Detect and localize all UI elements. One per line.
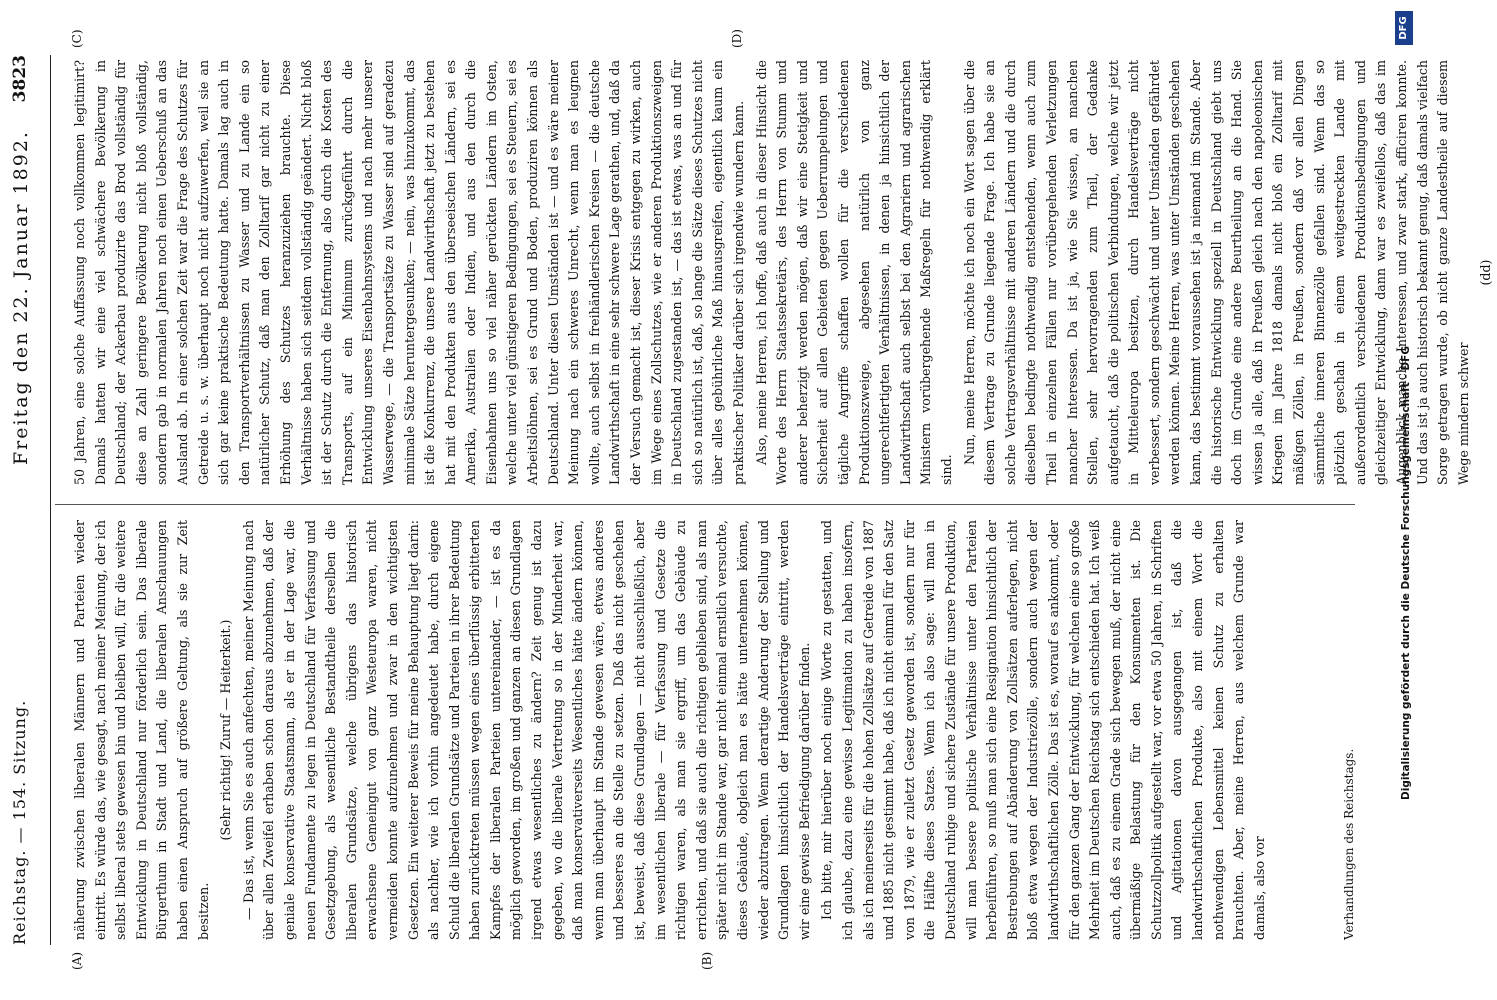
session-title: Reichstag. — 154. Sitzung. (10, 699, 29, 945)
dfg-logo: DFG (1395, 11, 1413, 45)
page-number: 3823 (10, 55, 30, 103)
session-date: Freitag den 22. Januar 1892. (10, 130, 32, 465)
left-column (70, 520, 1350, 940)
catchword: (dd) (1478, 259, 1494, 286)
margin-mark-c: (C) (70, 29, 84, 48)
paragraph: Ich bitte, mir hierüber noch einige Worte zu gestatten, und ich glaube, dazu eine gewisse Legitimation zu haben insofern, als ich meinerseits für die hohen Zollsätze auf Getreide von 1887 und 1885 nicht gestimmt habe, daß ich nicht einmal für den Satz von 1879, wie er zuletzt Gesetz geworden ist, sondern nur für die Hälfte dieses Satzes. Wenn ich also sage: will man in Deutschland ruhige und sichere Zustände für unsere Produktion, will man bessere politische Verhältnisse unter den Parteien herbeiführen, so muß man sich eine Resignation hinsichtlich der Bestrebungen auf Abänderung von Zollsätzen auferlegen, nicht bloß etwa wegen der Industriezölle, sondern auch wegen der landwirthschaftlichen Zölle. Das ist es, worauf es ankommt, oder für den ganzen Gang der Entwicklung, für welchen eine so große Mehrheit im Deutschen Reichstag sich entschieden hat. Ich weiß auch, daß es zu einem Grade sich bewegen muß, der nicht eine übermäßige Belastung für den Konsumenten ist. Die Schutzzollpolitik aufgestellt war, vor etwa 50 Jahren, in Schriften und Agitationen davon ausgegangen ist, daß die landwirthschaftlichen Produkte, also mit einem Wort die nothwendigen Lebensmittel keinen Schutz zu erhalten brauchten. Aber, meine Herren, aus welchem Grunde war damals, also vor (819, 520, 1267, 940)
paragraph: 50 Jahren, eine solche Auffassung noch vollkommen legitimirt? Damals hatten wir eine viel schwächere Bevölkerung in Deutschland; der Ackerbau produzirte das Brod vollständig für diese an Zahl geringere Bevölkerung nicht bloß vollständig, sondern gab in normalen Jahren noch einen Ueberschuß an das Ausland ab. In einer solchen Zeit war die Frage des Schutzes für Getreide u. s. w. überhaupt noch nicht aufzuwerfen, weil sie an sich gar keine praktische Bedeutung hatte. Damals lag auch in den Transportverhältnissen zu Wasser und zu Lande ein so natürlicher Schutz, daß man den Zolltarif gar nicht zu einer Erhöhung des Schutzes heranzuziehen brauchte. Diese Verhältnisse haben sich seitdem vollständig geändert. Nicht bloß ist der Schutz durch die Entfernung, also durch die Kosten des Transports, auf ein Minimum zurückgeführt durch die Entwicklung unseres Eisenbahnsystems und nach mehr unserer Wasserwege, — die Transportsätze zu Wasser sind auf geradezu minimale Sätze heruntergesunken; — nein, was hinzukommt, das ist die Konkurrenz, die unsere Landwirthschaft jetzt zu bestehen hat mit den Produkten aus den überseeischen Ländern, sei es Amerika, Australien oder Indien, und aus den durch die Eisenbahnen uns so viel näher gerückten Ländern im Osten, welche unter viel günstigeren Bedingungen, sei es Steuern, sei es Arbeitslöhnen, sei es Grund und Boden, produziren können als Deutschland. Unter diesen Umständen ist — und es wäre meiner Meinung nach ein schweres Unrecht, wenn man es leugnen wollte, auch selbst in freihändlerischen Kreisen — die deutsche Landwirthschaft in eine sehr schwere Lage gerathen, und, daß da der Versuch gemacht ist, dieser Krisis entgegen zu wirken, auch im Wege eines Zollschutzes, wie er anderen Produktionszweigen in Deutschland zugestanden ist, — das ist etwas, was an und für sich so natürlich ist, daß, so lange die Sätze dieses Schutzes nicht über alles gebührliche Maß hinausgreifen, eigentlich kaum ein praktischer Politiker darüber sich irgendwie wundern kann. (72, 60, 746, 485)
margin-mark-d: (D) (730, 29, 744, 48)
header-rule (50, 55, 51, 945)
page-header (10, 55, 44, 945)
paragraph: näherung zwischen liberalen Männern und Parteien wieder eintritt. Es würde das, wie gesagt, nach meiner Meinung, der ich selbst liberal stets gewesen bin und bleiben will, für die weitere Entwicklung in Deutschland nur förderlich sein. Das liberale Bürgerthum in Stadt und Land, die liberalen Anschauungen haben einen Anspruch auf größere Geltung, als sie zur Zeit besitzen. (72, 520, 211, 940)
paragraph: Nun, meine Herren, möchte ich noch ein Wort sagen über die diesem Vertrage zu Grunde liegende Frage. Ich habe sie an solche Vertragsverhältnisse mit anderen Ländern und die durch dieselben bedingte nothwendig entstehenden, wenn auch zum Theil in einzelnen Fällen nur vorübergehenden Verletzungen mancher Interessen. Da ist ja, wie Sie wissen, an manchen Stellen, sehr hervorragenden zum Theil, der Gedanke aufgetaucht, daß die politischen Verbindungen, welche wir jetzt in Mitteleuropa besitzen, durch Handelsverträge nicht verbessert, sondern geschwächt und unter Umständen gefährdet werden können. Meine Herren, was unter Umständen geschehen kann, das bestimmt voraussehen ist ja niemand im Stande. Aber die historische Entwicklung speziell in Deutschland giebt uns doch im Grunde eine andere Beurtheilung an die Hand. Sie wissen ja alle, daß in Preußen gleich nach den napoleonischen Kriegen im Jahre 1818 damals nicht bloß ein Zolltarif mit mäßigen Zöllen, in Preußen, sondern daß vor allen Dingen sämmtliche inneren Binnenzölle gefallen sind. Wenn das so plötzlich geschah in einem weitgestreckten Lande mit außerordentlich verschiedenen Produktionsbedingungen und gleichzeitiger Entwicklung, dann war es zweifellos, daß das im Augenblick manche Interessen, und zwar stark, afficiren konnte. Und das ist ja auch historisch bekannt genug, daß damals vielfach Sorge getragen wurde, ob nicht ganze Landestheile auf diesem Wege mindern schwer (961, 60, 1471, 485)
interjection: (Sehr richtig! Zuruf — Heiterkeit.) (218, 619, 234, 841)
digitization-note: Digitalisierung gefördert durch die Deutsche Forschungsgemeinschaft - DFG (1400, 346, 1412, 800)
paragraph: Also, meine Herren, ich hoffe, daß auch in dieser Hinsicht die Worte des Herrn Staatssekretärs, des Herrn von Stumm und anderer beherzigt werden mögen, daß wir eine Stetigkeit und Sicherheit auf allen Gebieten gegen Ueberrumpelungen und tägliche Angriffe schaffen wollen für die verschiedenen Produktionszweige, abgesehen natürlich von ganz ungerechtfertigten Verhältnissen, in denen ja hinsichtlich der Landwirthschaft auch selbst bei den Agrariern und agrarischen Ministern vorübergehende Maßregeln für nothwendig erklärt sind. (753, 60, 954, 485)
paragraph: — Das ist, wenn Sie es auch anfechten, meiner Meinung nach über allen Zweifel erhaben schon daraus abzunehmen, daß der geniale konservative Staatsmann, als er in der Lage war, die neuen Fundamente zu legen in Deutschland für Verfassung und Gesetzgebung, als wesentliche Bestandtheile derselben die liberalen Grundsätze, welche übrigens das historisch erwachsene Gemeingut von ganz Westeuropa waren, nicht vermeiden konnte aufzunehmen und zwar in den wichtigsten Gesetzen. Ein weiterer Beweis für meine Behauptung liegt darin: als nachher, wie ich vorhin angedeutet habe, durch eigene Schuld die liberalen Grundsätze und Parteien in ihrer Bedeutung haben zurücktreten müssen wegen eines überflüssig erbitterten Kampfes der liberalen Parteien untereinander, — ist es da möglich geworden, im großen und ganzen an diesen Grundlagen irgend etwas wesentliches zu ändern? Zeit genug ist dazu gegeben, wo die liberale Vertretung so in der Minderheit war, daß man konservativerseits Wesentliches hätte ändern können, wenn man überhaupt im Stande gewesen wäre, etwas anderes und besseres an die Stelle zu setzen. Daß das nicht geschehen ist, beweist, daß diese Grundlagen — nicht ausschließlich, aber im wesentlichen liberale — für Verfassung und Gesetze die richtigen waren, als man sie ergriff, um das Gebäude zu errichten, und daß sie auch die richtigen geblieben sind, als man später nicht im Stande war, gar nicht einmal ernstlich versuchte, dieses Gebäude, obgleich man es hätte unternehmen können, wieder abzutragen. Wenn derartige Anderung der Stellung und Grundlagen hinsichtlich der Handelsverträge eintritt, werden wir eine gewisse Befriedigung darüber finden. (240, 520, 812, 940)
margin-mark-b: (B) (700, 951, 714, 970)
margin-mark-a: (A) (70, 951, 84, 970)
column-divider (55, 504, 1355, 505)
right-column (70, 60, 1494, 485)
page-footer: Verhandlungen des Reichstags. (1342, 748, 1356, 940)
